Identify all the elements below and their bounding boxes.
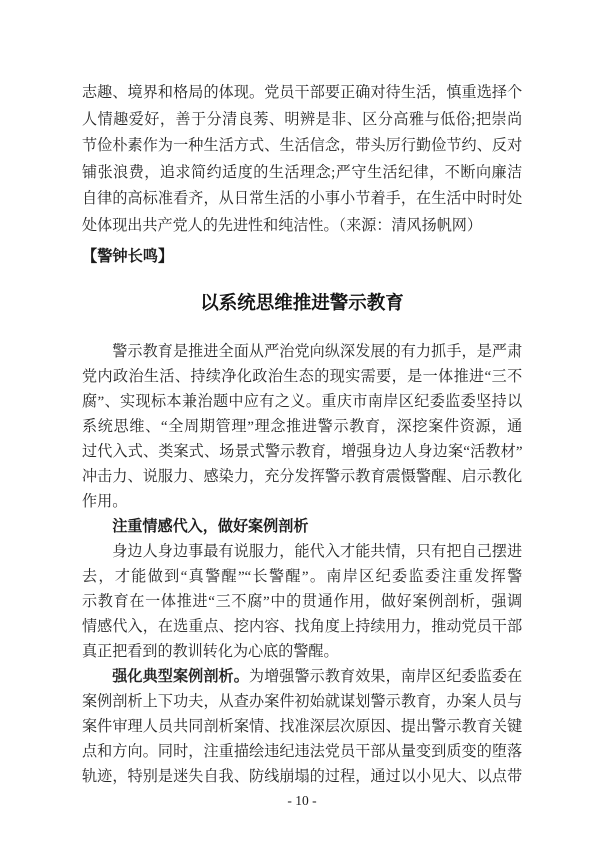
article-paragraph-3 <box>82 665 522 790</box>
text-line: 冲击力、说服力、感染力，充分发挥警示教育震慑警醒、启示教化 <box>82 468 522 485</box>
intro-paragraph <box>82 80 522 239</box>
text-line: 真正把看到的教训转化为心底的警醒。 <box>82 643 339 660</box>
article-subheading: 注重情感代入，做好案例剖析 <box>112 518 309 535</box>
text-line: 示教育在一体推进“三不腐”中的贯通作用，做好案例剖析，强调 <box>82 593 522 610</box>
text-line: 系统思维、“全周期管理”理念推进警示教育，深挖案件资源，通 <box>82 418 522 435</box>
text-span: 为增强警示教育效果，南岸区纪委监委在 <box>248 668 522 685</box>
text-line: 案件审理人员共同剖析案情、找准深层次原因、提出警示教育关键 <box>82 718 522 735</box>
article-title: 以系统思维推进警示教育 <box>200 293 404 314</box>
text-line: 身边人身边事最有说服力，能代入才能共情，只有把自己摆进 <box>112 543 522 560</box>
text-line: 志趣、境界和格局的体现。党员干部要正确对待生活，慎重选择个 <box>82 85 522 101</box>
section-label: 【警钟长鸣】 <box>82 248 174 265</box>
text-line <box>82 665 522 690</box>
text-line: 点和方向。同时，注重描绘违纪违法党员干部从量变到质变的堕落 <box>82 743 522 760</box>
text-line: 处体现出共产党人的先进性和纯洁性。（来源：清风扬帆网） <box>82 217 482 234</box>
text-line: 党内政治生活、持续净化政治生态的现实需要，是一体推进“三不 <box>82 368 522 385</box>
text-line: 情感代入，在选重点、挖内容、找角度上持续用力，推动党员干部 <box>82 618 522 635</box>
text-line: 案例剖析上下功夫，从查办案件初始就谋划警示教育，办案人员与 <box>82 693 522 710</box>
article-paragraph-1 <box>82 340 522 515</box>
text-line: 腐”、实现标本兼治题中应有之义。重庆市南岸区纪委监委坚持以 <box>82 393 522 410</box>
page-number: - 10 - <box>287 792 317 808</box>
text-line: 铺张浪费，追求简约适度的生活理念;严守生活纪律，不断向廉洁 <box>82 164 522 181</box>
text-line: 作用。 <box>82 493 128 510</box>
article-paragraph-2 <box>82 540 522 665</box>
text-line: 过代入式、类案式、场景式警示教育，增强身边人身边案“活教材” <box>82 443 522 460</box>
text-line: 去，才能做到“真警醒”“长警醒”。南岸区纪委监委注重发挥警 <box>82 568 522 585</box>
text-line: 轨迹，特别是迷失自我、防线崩塌的过程，通过以小见大、以点带 <box>82 768 522 785</box>
paragraph-lead: 强化典型案例剖析。 <box>112 668 249 685</box>
text-line: 人情趣爱好，善于分清良莠、明辨是非、区分高雅与低俗;把崇尚 <box>82 111 522 128</box>
text-line: 自律的高标准看齐，从日常生活的小事小节着手，在生活中时时处 <box>82 191 522 207</box>
text-line: 警示教育是推进全面从严治党向纵深发展的有力抓手，是严肃 <box>112 343 522 360</box>
text-line: 节俭朴素作为一种生活方式、生活信念，带头厉行勤俭节约、反对 <box>82 138 522 154</box>
